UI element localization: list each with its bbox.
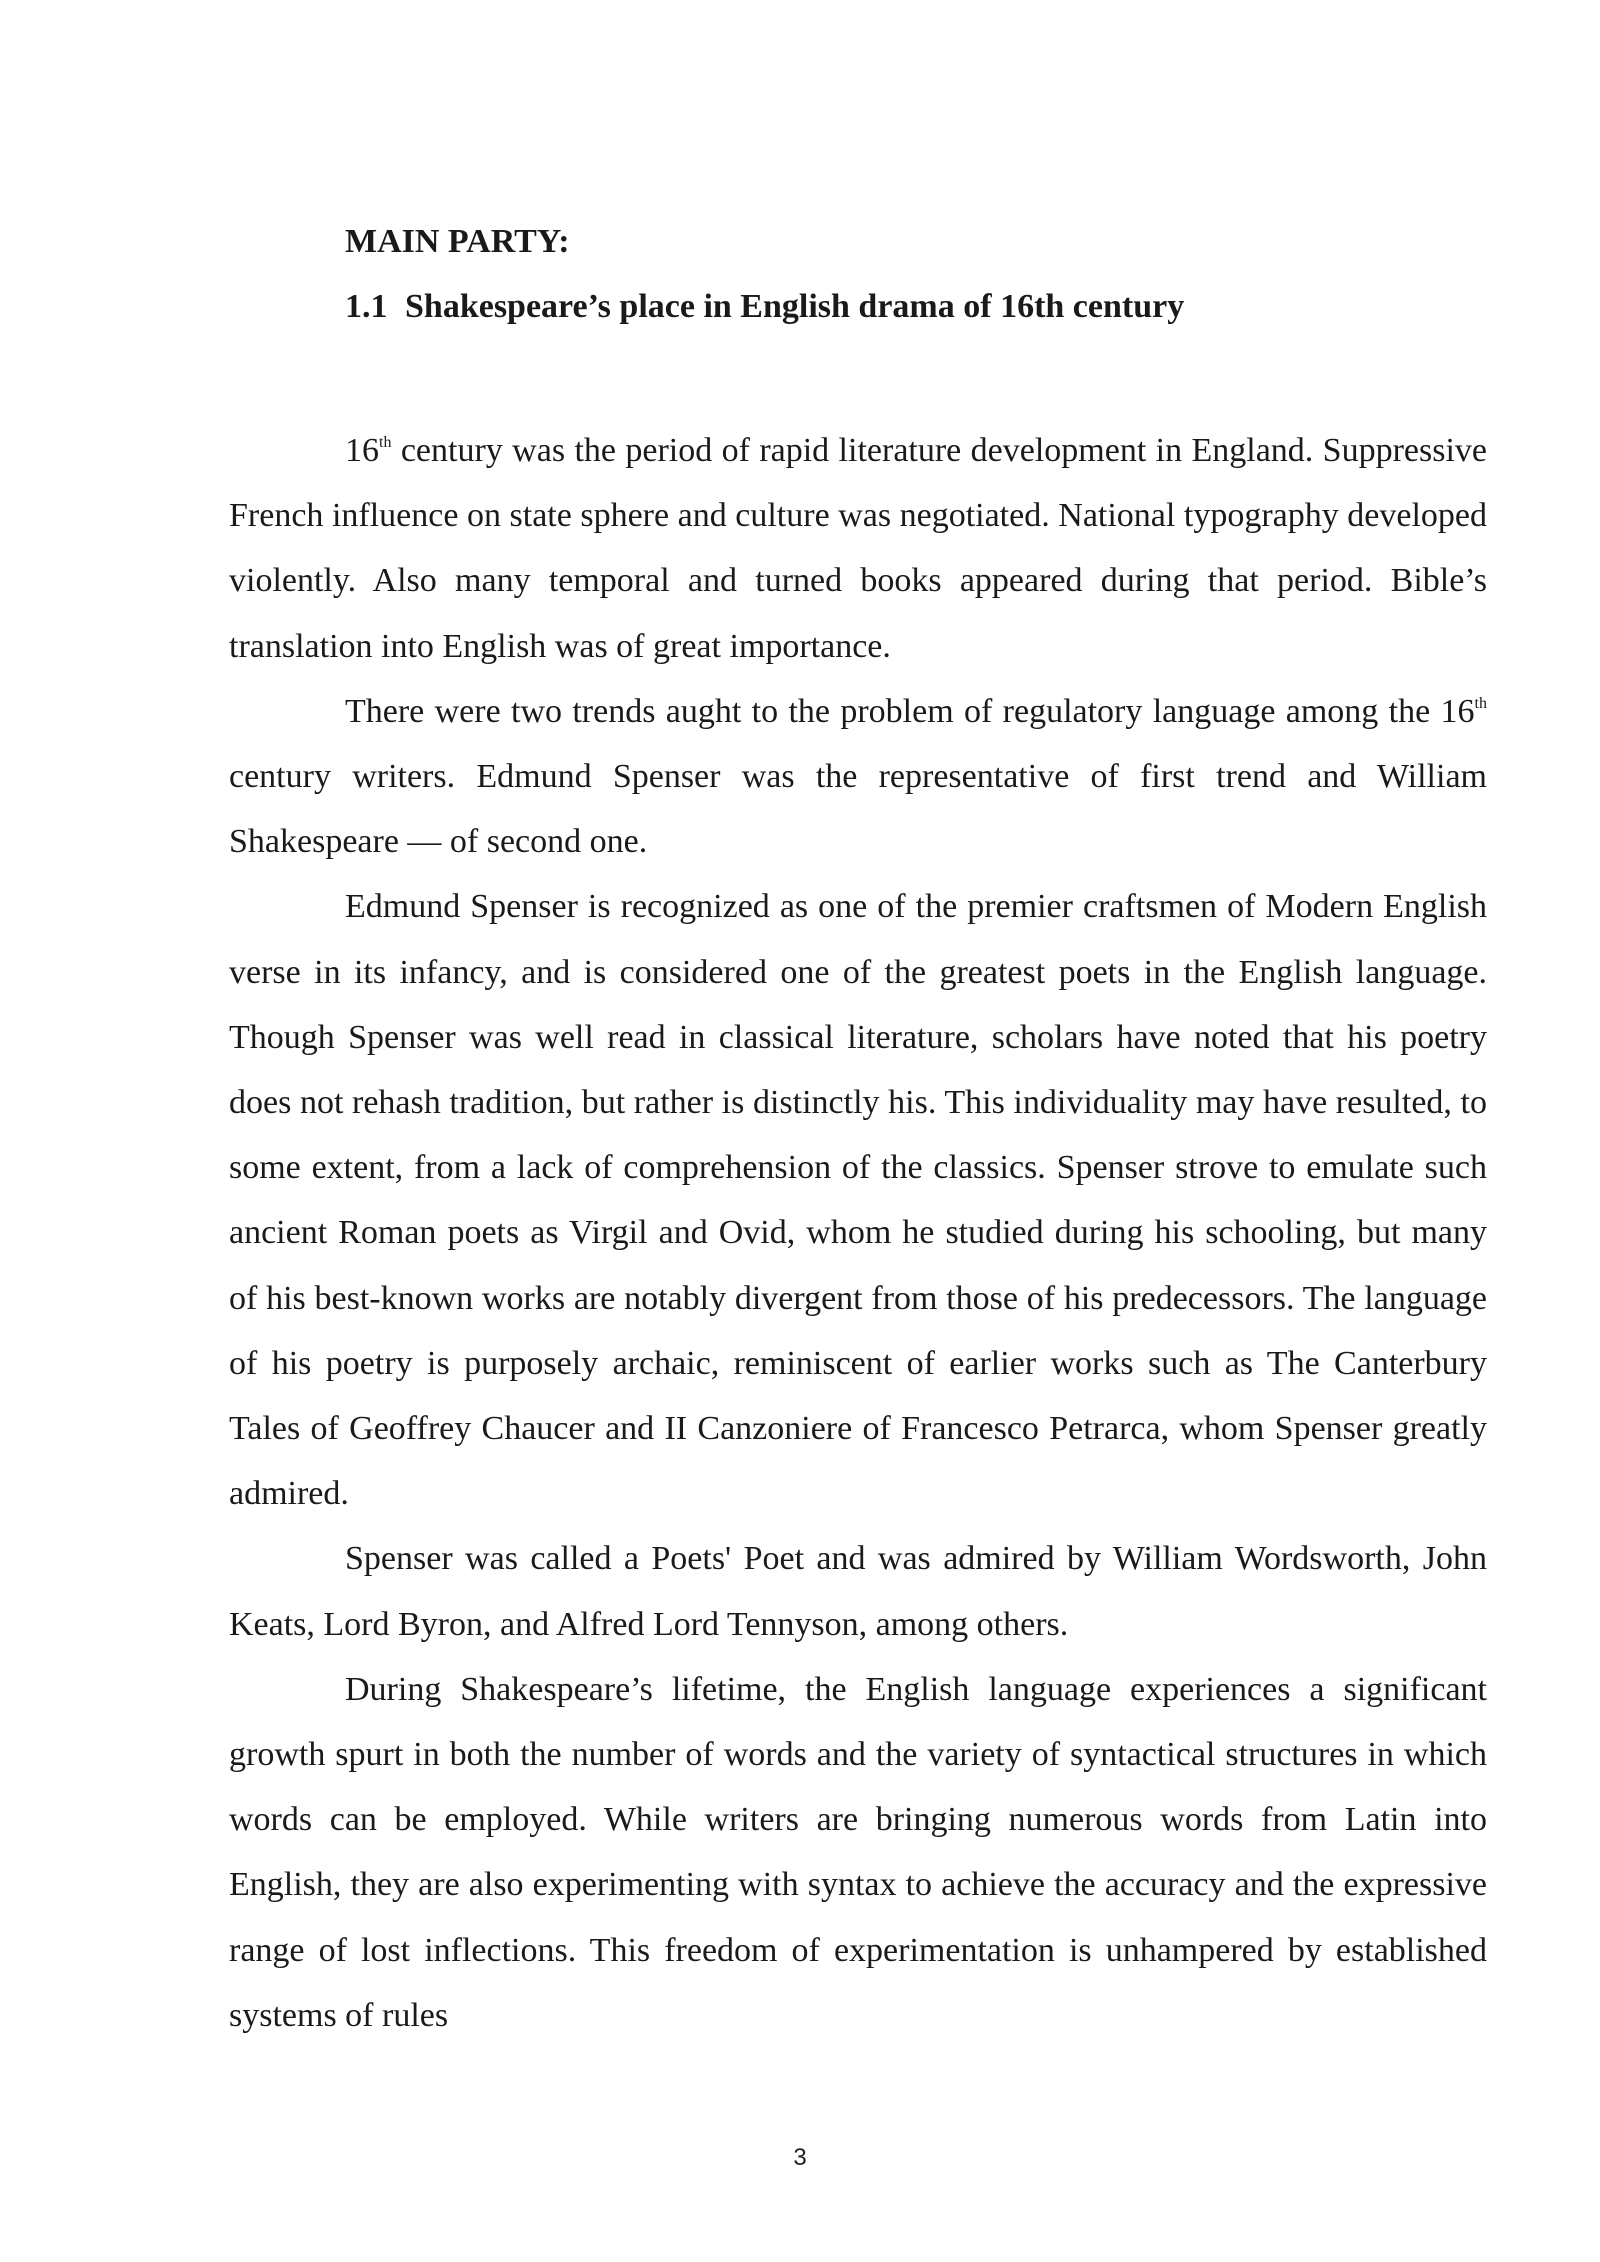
paragraph-1: [229, 418, 1487, 679]
paragraph-5: During Shakespeare’s lifetime, the English language experiences a significant growth spurt in both the number of words and the variety of syntactical structures in which words can be employed. While writers are bringing numerous words from Latin into English, they are also experimenting with syntax to achieve the accuracy and the expressive range of lost inflections. This freedom of experimentation is unhampered by established systems of rules: [229, 1670, 1487, 2034]
section-heading: [345, 287, 1184, 327]
paragraph-1-rest: century was the period of rapid literature development in England. Suppressive French influence on state sphere and culture was negotiated. National typography developed violently. Also many temporal and turned books appeared during that period. Bible’s translation into English was of great importance.: [229, 432, 1487, 665]
section-number: 1.1: [345, 288, 388, 325]
superscript-th: th: [1474, 694, 1487, 712]
main-heading: MAIN PARTY:: [345, 223, 570, 260]
paragraph-1-start: 16: [345, 432, 379, 469]
page-number: 3: [793, 2144, 807, 2171]
paragraph-2-start: There were two trends aught to the problem of regulatory language among the 16: [345, 692, 1475, 730]
paragraph-2: [229, 679, 1487, 875]
body-text: [229, 418, 1487, 2048]
paragraph-2-rest: century writers. Edmund Spenser was the representative of first trend and William Shakespeare — of second one.: [229, 758, 1487, 861]
superscript-th: th: [379, 434, 392, 451]
paragraph-4: Spenser was called a Poets' Poet and was admired by William Wordsworth, John Keats, Lord Byron, and Alfred Lord Tennyson, among others.: [229, 1540, 1487, 1643]
section-title: Shakespeare’s place in English drama of 16th century: [405, 288, 1185, 325]
paragraph-3: Edmund Spenser is recognized as one of the premier craftsmen of Modern English verse in its infancy, and is considered one of the greatest poets in the English language. Though Spenser was well read in classical literature, scholars have noted that his poetry does not rehash tradition, but rather is distinctly his. This individuality may have resulted, to some extent, from a lack of comprehension of the classics. Spenser strove to emulate such ancient Roman poets as Virgil and Ovid, whom he studied during his schooling, but many of his best-known works are notably divergent from those of his predecessors. The language of his poetry is purposely archaic, reminiscent of earlier works such as The Canterbury Tales of Geoffrey Chaucer and II Canzoniere of Francesco Petrarca, whom Spenser greatly admired.: [229, 888, 1487, 1513]
